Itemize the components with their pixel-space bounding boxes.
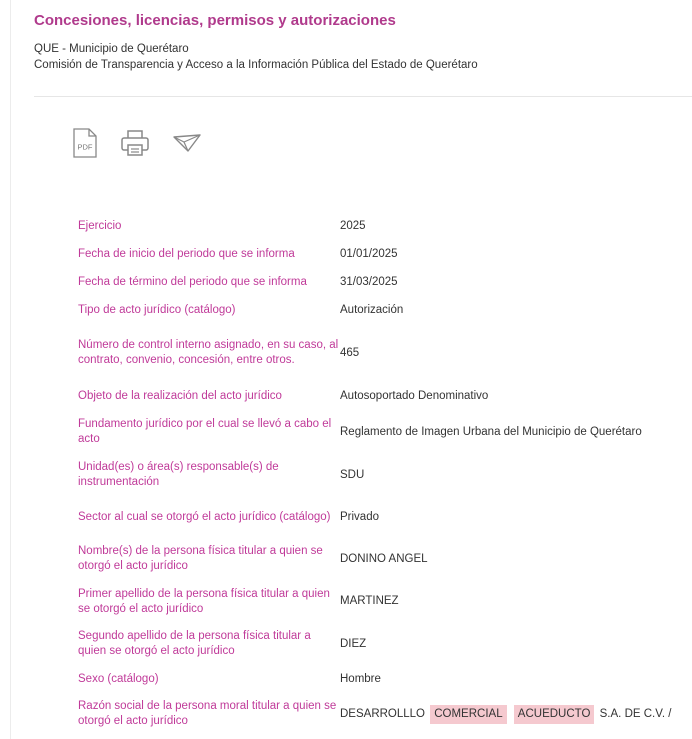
detail-row — [78, 382, 678, 410]
export-toolbar — [72, 128, 224, 158]
detail-row — [78, 410, 678, 454]
field-value: Autorización — [340, 303, 404, 316]
detail-row — [78, 623, 678, 665]
print-button[interactable] — [120, 129, 150, 157]
field-label: Tipo de acto jurídico (catálogo) — [78, 303, 236, 316]
field-value: Autosoportado Denominativo — [340, 389, 489, 402]
field-label: Nombre(s) de la persona física titular a quien se otorgó el acto jurídico — [78, 545, 323, 572]
detail-row — [78, 296, 678, 324]
field-value: DIEZ — [340, 637, 367, 650]
field-value: 01/01/2025 — [340, 247, 398, 260]
field-label: Objeto de la realización del acto jurídico — [78, 389, 282, 402]
field-value — [340, 705, 678, 724]
send-button[interactable] — [172, 132, 202, 154]
detail-row — [78, 268, 678, 296]
page-title: Concesiones, licencias, permisos y autorizaciones — [34, 12, 396, 29]
field-label: Número de control interno asignado, en su caso, al contrato, convenio, concesión, entre otros. — [78, 339, 339, 366]
detail-row — [78, 324, 678, 382]
field-value: DONINO ANGEL — [340, 552, 428, 565]
value-text: S.A. DE C.V. / — [599, 707, 672, 720]
field-value: 2025 — [340, 219, 366, 232]
field-label: Ejercicio — [78, 219, 122, 232]
detail-row — [78, 665, 678, 693]
header-divider — [34, 96, 692, 97]
subject-obligated: QUE - Municipio de Querétaro — [34, 43, 189, 55]
field-value: 465 — [340, 346, 360, 359]
field-label: Fecha de inicio del periodo que se informa — [78, 247, 295, 260]
pdf-icon — [72, 128, 98, 158]
field-label: Primer apellido de la persona física titular a quien se otorgó el acto jurídico — [78, 587, 330, 615]
field-value: Reglamento de Imagen Urbana del Municipio de Querétaro — [340, 425, 642, 438]
detail-row — [78, 580, 678, 623]
left-border — [10, 0, 11, 739]
detail-row — [78, 454, 678, 496]
value-text: DESARROLLLO — [340, 707, 426, 720]
field-value: 31/03/2025 — [340, 275, 398, 288]
field-label: Fecha de término del periodo que se informa — [78, 275, 307, 288]
pdf-icon-label: PDF — [77, 142, 93, 152]
field-label: Sector al cual se otorgó el acto jurídico (catálogo) — [78, 510, 331, 523]
field-value: Hombre — [340, 672, 381, 685]
detail-row — [78, 693, 678, 735]
detail-row — [78, 496, 678, 538]
pdf-button[interactable] — [72, 128, 98, 158]
guarantor-body: Comisión de Transparencia y Acceso a la Información Pública del Estado de Querétaro — [34, 59, 478, 71]
field-label: Sexo (catálogo) — [78, 672, 159, 685]
field-label: Razón social de la persona moral titular a quien se otorgó el acto jurídico — [78, 700, 337, 727]
field-label: Segundo apellido de la persona física titular a quien se otorgó el acto jurídico — [78, 630, 311, 657]
field-label: Fundamento jurídico por el cual se llevó a cabo el acto — [78, 418, 332, 445]
detail-row — [78, 538, 678, 580]
paper-plane-icon — [172, 132, 202, 154]
detail-table — [78, 212, 678, 735]
field-value: SDU — [340, 468, 365, 481]
field-label: Unidad(es) o área(s) responsable(s) de instrumentación — [78, 461, 279, 488]
highlight-tag: COMERCIAL — [430, 705, 506, 724]
printer-icon — [120, 129, 150, 157]
field-value: MARTINEZ — [340, 595, 399, 607]
highlight-tag: ACUEDUCTO — [514, 705, 595, 724]
detail-row — [78, 240, 678, 268]
field-value: Privado — [340, 510, 379, 523]
detail-row — [78, 212, 678, 240]
